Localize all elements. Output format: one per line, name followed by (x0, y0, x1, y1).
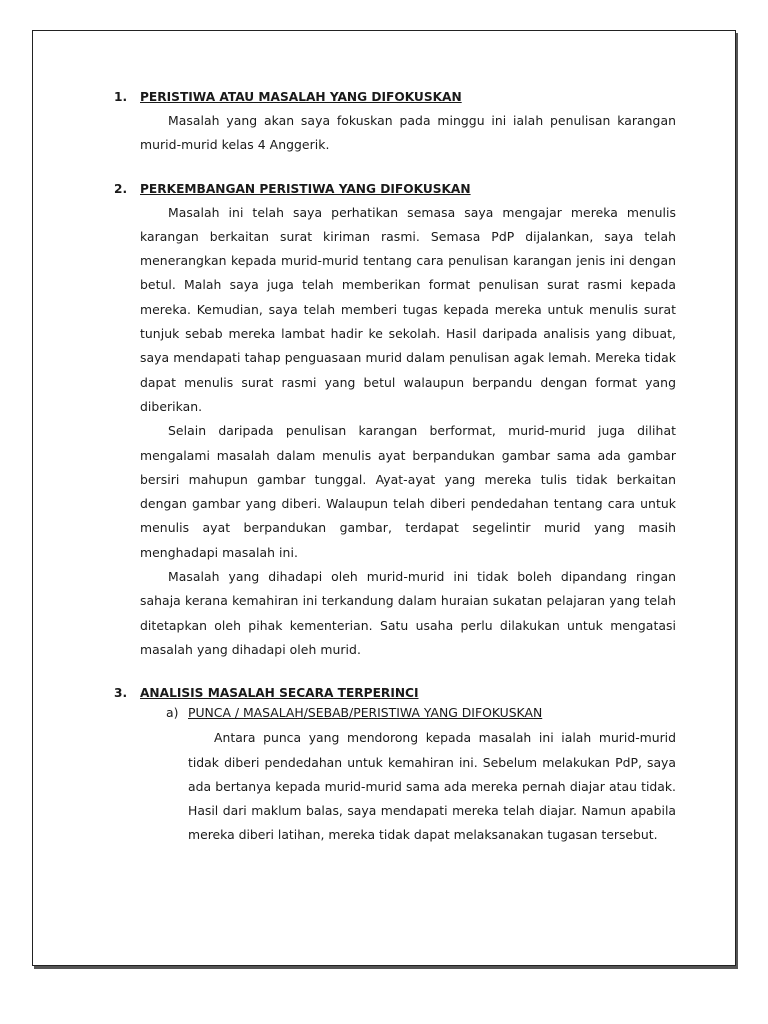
section-number: 1. (114, 90, 128, 104)
document-content (84, 88, 676, 848)
subsection-title: PUNCA / MASALAH/SEBAB/PERISTIWA YANG DIFOKUSKAN (188, 705, 543, 721)
subsection-a-heading (166, 704, 676, 722)
section-1-heading (84, 88, 676, 106)
subsection-label: a) (166, 705, 179, 721)
section-3-heading (84, 684, 676, 702)
section-title: PERISTIWA ATAU MASALAH YANG DIFOKUSKAN (140, 90, 462, 104)
paragraph: Masalah yang dihadapi oleh murid-murid ini tidak boleh dipandang ringan sahaja kerana kemahiran ini terkandung dalam huraian sukatan pelajaran yang telah ditetapkan oleh pihak kementerian. Satu usaha perlu dilakukan untuk mengatasi masalah yang dihadapi oleh murid. (140, 569, 676, 657)
section-title: ANALISIS MASALAH SECARA TERPERINCI (140, 686, 419, 701)
paragraph: Antara punca yang mendorong kepada masalah ini ialah murid-murid tidak diberi pendedahan untuk kemahiran ini. Sebelum melakukan PdP, saya ada bertanya kepada murid-murid sama ada mereka pernah diajar atau tidak. Hasil dari maklum balas, saya mendapati mereka telah diajar. Namun apabila mereka diberi latihan, mereka tidak dapat melaksanakan tugasan tersebut. (188, 730, 676, 843)
section-1-body (140, 109, 676, 158)
paragraph: Masalah ini telah saya perhatikan semasa saya mengajar mereka menulis karangan berkaitan surat kiriman rasmi. Semasa PdP dijalankan, saya telah menerangkan kepada murid-murid tentang cara penulisan karangan jenis ini dengan betul. Malah saya juga telah memberikan format penulisan surat rasmi kepada mereka. Kemudian, saya telah memberi tugas kepada mereka untuk menulis surat tunjuk sebab mereka lambat hadir ke sekolah. Hasil daripada analisis yang dibuat, saya mendapati tahap penguasaan murid dalam penulisan agak lemah. Mereka tidak dapat menulis surat rasmi yang betul walaupun berpandu dengan format yang diberikan. (140, 204, 676, 414)
subsection-a-body (188, 726, 676, 847)
section-number: 2. (114, 181, 128, 196)
paragraph: Selain daripada penulisan karangan berformat, murid-murid juga dilihat mengalami masalah dalam menulis ayat berpandukan gambar sama ada gambar bersiri mahupun gambar tunggal. Ayat-ayat yang mereka tulis tidak berkaitan dengan gambar yang diberi. Walaupun telah diberi pendedahan tentang cara untuk menulis ayat berpandukan gambar, terdapat segelintir murid yang masih menghadapi masalah ini. (140, 423, 676, 560)
section-number: 3. (114, 686, 128, 701)
section-title: PERKEMBANGAN PERISTIWA YANG DIFOKUSKAN (140, 181, 471, 196)
section-2-body (140, 201, 676, 663)
section-2-heading (84, 180, 676, 198)
paragraph: Masalah yang akan saya fokuskan pada minggu ini ialah penulisan karangan murid-murid kelas 4 Anggerik. (140, 113, 676, 153)
